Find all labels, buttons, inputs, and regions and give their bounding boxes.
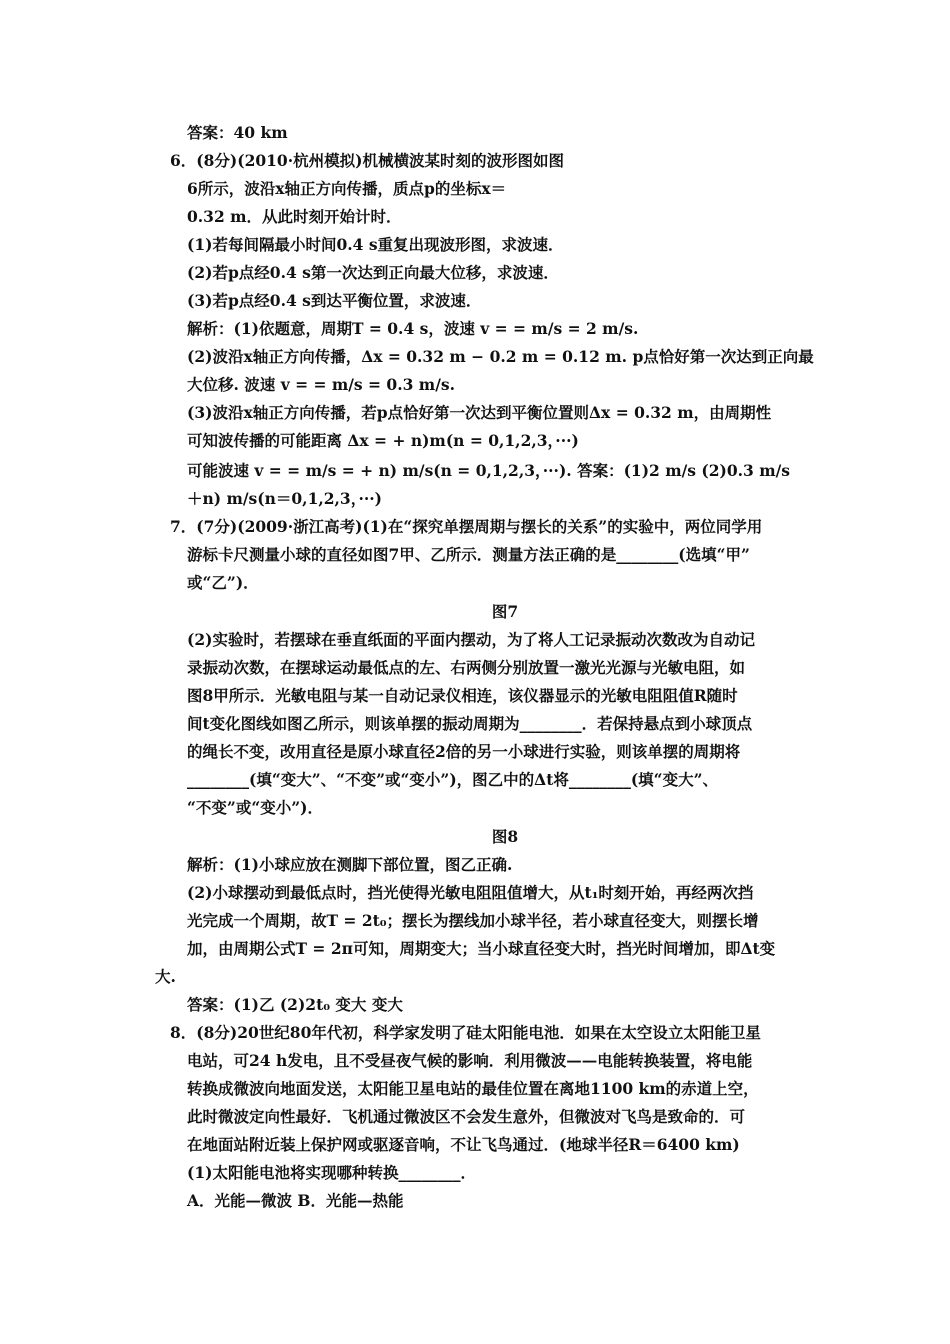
question-8-line-4: 此时微波定向性最好．飞机通过微波区不会发生意外，但微波对飞鸟是致命的．可	[187, 1107, 746, 1126]
solution-6-line-1: 解析：(1)依题意，周期T = 0.4 s，波速 v = = m/s = 2 m/s.	[187, 319, 639, 338]
answer-5: 答案：40 km	[187, 123, 288, 142]
question-7-line-1: 7．(7分)(2009·浙江高考)(1)在“探究单摆周期与摆长的关系”的实验中，两位同学用	[170, 517, 763, 536]
solution-7-line-3: 光完成一个周期，故T = 2t₀；摆长为摆线加小球半径，若小球直径变大，则摆长增	[187, 911, 759, 930]
question-6-part-3: (3)若p点经0.4 s到达平衡位置，求波速．	[187, 291, 482, 310]
question-8-line-5: 在地面站附近装上保护网或驱逐音响，不让飞鸟通过．(地球半径R＝6400 km)	[187, 1135, 740, 1154]
answer-7: 答案：(1)乙 (2)2t₀ 变大 变大	[187, 995, 403, 1014]
question-7-line-3: 或“乙”)．	[187, 573, 259, 592]
question-6-line-1: 6．(8分)(2010·杭州模拟)机械横波某时刻的波形图如图	[170, 151, 564, 170]
question-7-part-2-line-7: “不变”或“变小”)．	[187, 798, 323, 817]
question-7-part-2-line-3: 图8甲所示．光敏电阻与某一自动记录仪相连，该仪器显示的光敏电阻阻值R随时	[187, 686, 738, 705]
solution-6-line-4: (3)波沿x轴正方向传播，若p点恰好第一次达到平衡位置则Δx = 0.32 m，由周期性	[187, 403, 772, 422]
figure-7-caption: 图7	[491, 602, 519, 621]
solution-6-line-2: (2)波沿x轴正方向传播，Δx = 0.32 m − 0.2 m = 0.12 m. p点恰好第一次达到正向最	[187, 347, 814, 366]
solution-6-line-6: 可能波速 v = = m/s = + n) m/s(n = 0,1,2,3，···). 答案：(1)2 m/s (2)0.3 m/s	[187, 461, 791, 480]
question-6-part-2: (2)若p点经0.4 s第一次达到正向最大位移，求波速．	[187, 263, 559, 282]
question-7-line-2: 游标卡尺测量小球的直径如图7甲、乙所示．测量方法正确的是________(选填“甲”	[187, 545, 750, 564]
solution-7-line-5: 大.	[155, 967, 176, 986]
question-8-line-1: 8．(8分)20世纪80年代初，科学家发明了硅太阳能电池．如果在太空设立太阳能卫星	[170, 1023, 761, 1042]
question-8-line-3: 转换成微波向地面发送，太阳能卫星电站的最佳位置在离地1100 km的赤道上空，	[187, 1079, 759, 1098]
solution-6-line-7: ＋n) m/s(n＝0,1,2,3，···)	[187, 489, 382, 508]
solution-6-line-3: 大位移. 波速 v = = m/s = 0.3 m/s.	[187, 375, 455, 394]
question-6-line-3: 0.32 m．从此时刻开始计时．	[187, 207, 402, 226]
question-7-part-2-line-5: 的绳长不变，改用直径是原小球直径2倍的另一小球进行实验，则该单摆的周期将	[187, 742, 741, 761]
question-7-part-2-line-1: (2)实验时，若摆球在垂直纸面的平面内摆动，为了将人工记录振动次数改为自动记	[187, 630, 755, 649]
question-8-options: A．光能—微波 B．光能—热能	[187, 1191, 404, 1210]
question-6-line-2: 6所示，波沿x轴正方向传播，质点p的坐标x＝	[187, 179, 507, 198]
question-7-part-2-line-2: 录振动次数，在摆球运动最低点的左、右两侧分别放置一激光光源与光敏电阻，如	[187, 658, 746, 677]
solution-6-line-5: 可知波传播的可能距离 Δx = + n)m(n = 0,1,2,3，···)	[187, 431, 579, 450]
question-7-part-2-line-4: 间t变化图线如图乙所示，则该单摆的振动周期为________．若保持悬点到小球顶点	[187, 714, 753, 733]
solution-7-line-2: (2)小球摆动到最低点时，挡光使得光敏电阻阻值增大，从t₁时刻开始，再经两次挡	[187, 883, 754, 902]
solution-7-line-4: 加，由周期公式T = 2π可知，周期变大；当小球直径变大时，挡光时间增加，即Δt变	[187, 939, 776, 958]
question-7-part-2-line-6: ________(填“变大”、“不变”或“变小”)，图乙中的Δt将________(填“变大”、	[187, 770, 719, 789]
solution-7-line-1: 解析：(1)小球应放在测脚下部位置，图乙正确.	[187, 855, 513, 874]
question-8-part-1: (1)太阳能电池将实现哪种转换________．	[187, 1163, 476, 1182]
figure-8-caption: 图8	[491, 827, 519, 846]
question-6-part-1: (1)若每间隔最小时间0.4 s重复出现波形图，求波速．	[187, 235, 564, 254]
question-8-line-2: 电站，可24 h发电，且不受昼夜气候的影响．利用微波——电能转换装置，将电能	[187, 1051, 753, 1070]
